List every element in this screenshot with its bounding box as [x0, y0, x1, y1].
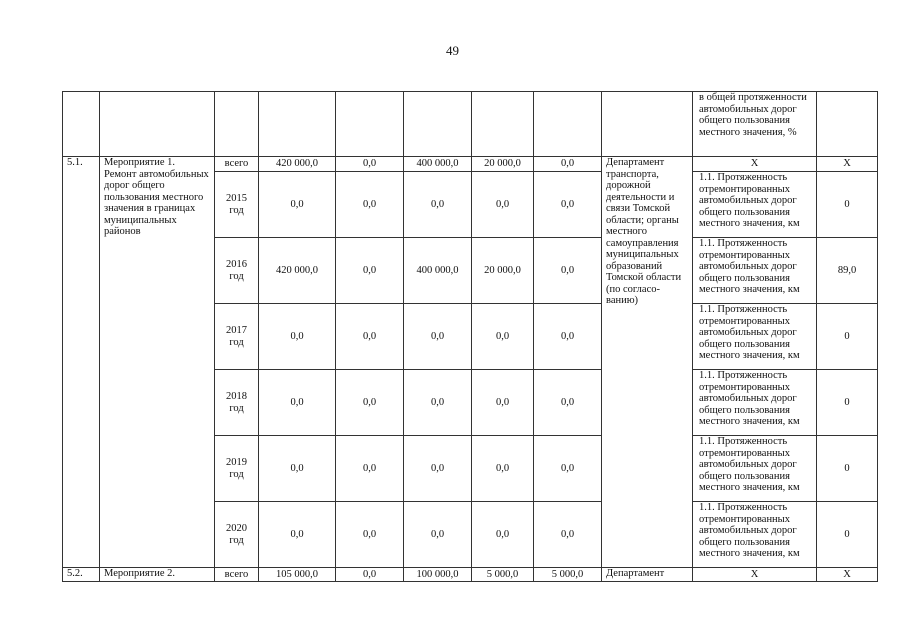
period-cell: всего [215, 157, 259, 172]
indicator-value: 0 [817, 304, 878, 370]
total-cell: 105 000,0 [259, 568, 336, 582]
cell-empty [602, 92, 693, 157]
value-cell: 0,0 [534, 502, 602, 568]
value-cell: 0,0 [336, 304, 404, 370]
cell-empty [817, 92, 878, 157]
total-cell: 0,0 [259, 502, 336, 568]
value-cell: 5 000,0 [534, 568, 602, 582]
value-cell: 0,0 [336, 502, 404, 568]
period-cell: 2017 год [215, 304, 259, 370]
cell-empty [259, 92, 336, 157]
indicator-cell: 1.1. Протяженность отремонтированных автомобильных дорог общего пользования местного значения, км [693, 502, 817, 568]
value-cell: 0,0 [534, 304, 602, 370]
value-cell: 0,0 [472, 502, 534, 568]
indicator-cell: 1.1. Протяженность отремонтированных автомобильных дорог общего пользования местного значения, км [693, 436, 817, 502]
cell-empty [215, 92, 259, 157]
value-cell: 20 000,0 [472, 157, 534, 172]
cell-empty [336, 92, 404, 157]
executor-cell: Департамент транспорта, дорожной деятельности и связи Томской области; органы местного самоуправления муниципальных образований Томской области (по согласо-ванию) [602, 157, 693, 568]
indicator-value: 0 [817, 502, 878, 568]
cell-empty [63, 92, 100, 157]
cell-empty [534, 92, 602, 157]
value-cell: 0,0 [336, 370, 404, 436]
indicator-value: 0 [817, 172, 878, 238]
total-cell: 0,0 [259, 304, 336, 370]
indicator-cell: Х [693, 568, 817, 582]
value-cell: 0,0 [404, 436, 472, 502]
value-cell: 0,0 [336, 436, 404, 502]
value-cell: 100 000,0 [404, 568, 472, 582]
period-cell: 2018 год [215, 370, 259, 436]
value-cell: 400 000,0 [404, 157, 472, 172]
value-cell: 0,0 [534, 436, 602, 502]
indicator-cell: в общей протяженности автомобильных дорог общего пользования местного значения, % [693, 92, 817, 157]
table-row [63, 157, 878, 172]
indicator-value: 0 [817, 436, 878, 502]
value-cell: 0,0 [534, 370, 602, 436]
period-cell: 2015 год [215, 172, 259, 238]
value-cell: 0,0 [336, 238, 404, 304]
row-number: 5.2. [63, 568, 100, 582]
table-row [63, 568, 878, 582]
value-cell: 0,0 [472, 172, 534, 238]
period-cell: 2020 год [215, 502, 259, 568]
value-cell: 0,0 [404, 172, 472, 238]
row-number: 5.1. [63, 157, 100, 568]
value-cell: 0,0 [404, 304, 472, 370]
cell-empty [472, 92, 534, 157]
cell-empty [404, 92, 472, 157]
continuation-row [63, 92, 878, 157]
value-cell: 0,0 [472, 436, 534, 502]
period-cell: всего [215, 568, 259, 582]
value-cell: 5 000,0 [472, 568, 534, 582]
value-cell: 20 000,0 [472, 238, 534, 304]
value-cell: 0,0 [336, 568, 404, 582]
cell-empty [100, 92, 215, 157]
value-cell: 0,0 [472, 370, 534, 436]
period-cell: 2016 год [215, 238, 259, 304]
value-cell: 0,0 [404, 502, 472, 568]
executor-cell: Департамент [602, 568, 693, 582]
indicator-value: 89,0 [817, 238, 878, 304]
value-cell: 0,0 [404, 370, 472, 436]
indicator-value: Х [817, 568, 878, 582]
period-cell: 2019 год [215, 436, 259, 502]
value-cell: 0,0 [336, 157, 404, 172]
total-cell: 420 000,0 [259, 238, 336, 304]
page-number: 49 [446, 43, 459, 58]
value-cell: 0,0 [336, 172, 404, 238]
total-cell: 0,0 [259, 370, 336, 436]
indicator-cell: 1.1. Протяженность отремонтированных автомобильных дорог общего пользования местного значения, км [693, 304, 817, 370]
measure-name: Мероприятие 1. Ремонт автомобильных дорог общего пользования местного значения в границах муниципальных районов [100, 157, 215, 568]
indicator-cell: 1.1. Протяженность отремонтированных автомобильных дорог общего пользования местного значения, км [693, 172, 817, 238]
total-cell: 0,0 [259, 436, 336, 502]
program-table [62, 91, 878, 582]
measure-name: Мероприятие 2. [100, 568, 215, 582]
indicator-cell: 1.1. Протяженность отремонтированных автомобильных дорог общего пользования местного значения, км [693, 370, 817, 436]
indicator-value: Х [817, 157, 878, 172]
indicator-cell: Х [693, 157, 817, 172]
total-cell: 420 000,0 [259, 157, 336, 172]
value-cell: 0,0 [472, 304, 534, 370]
indicator-cell: 1.1. Протяженность отремонтированных автомобильных дорог общего пользования местного значения, км [693, 238, 817, 304]
value-cell: 0,0 [534, 238, 602, 304]
value-cell: 0,0 [534, 157, 602, 172]
total-cell: 0,0 [259, 172, 336, 238]
indicator-value: 0 [817, 370, 878, 436]
value-cell: 0,0 [534, 172, 602, 238]
value-cell: 400 000,0 [404, 238, 472, 304]
